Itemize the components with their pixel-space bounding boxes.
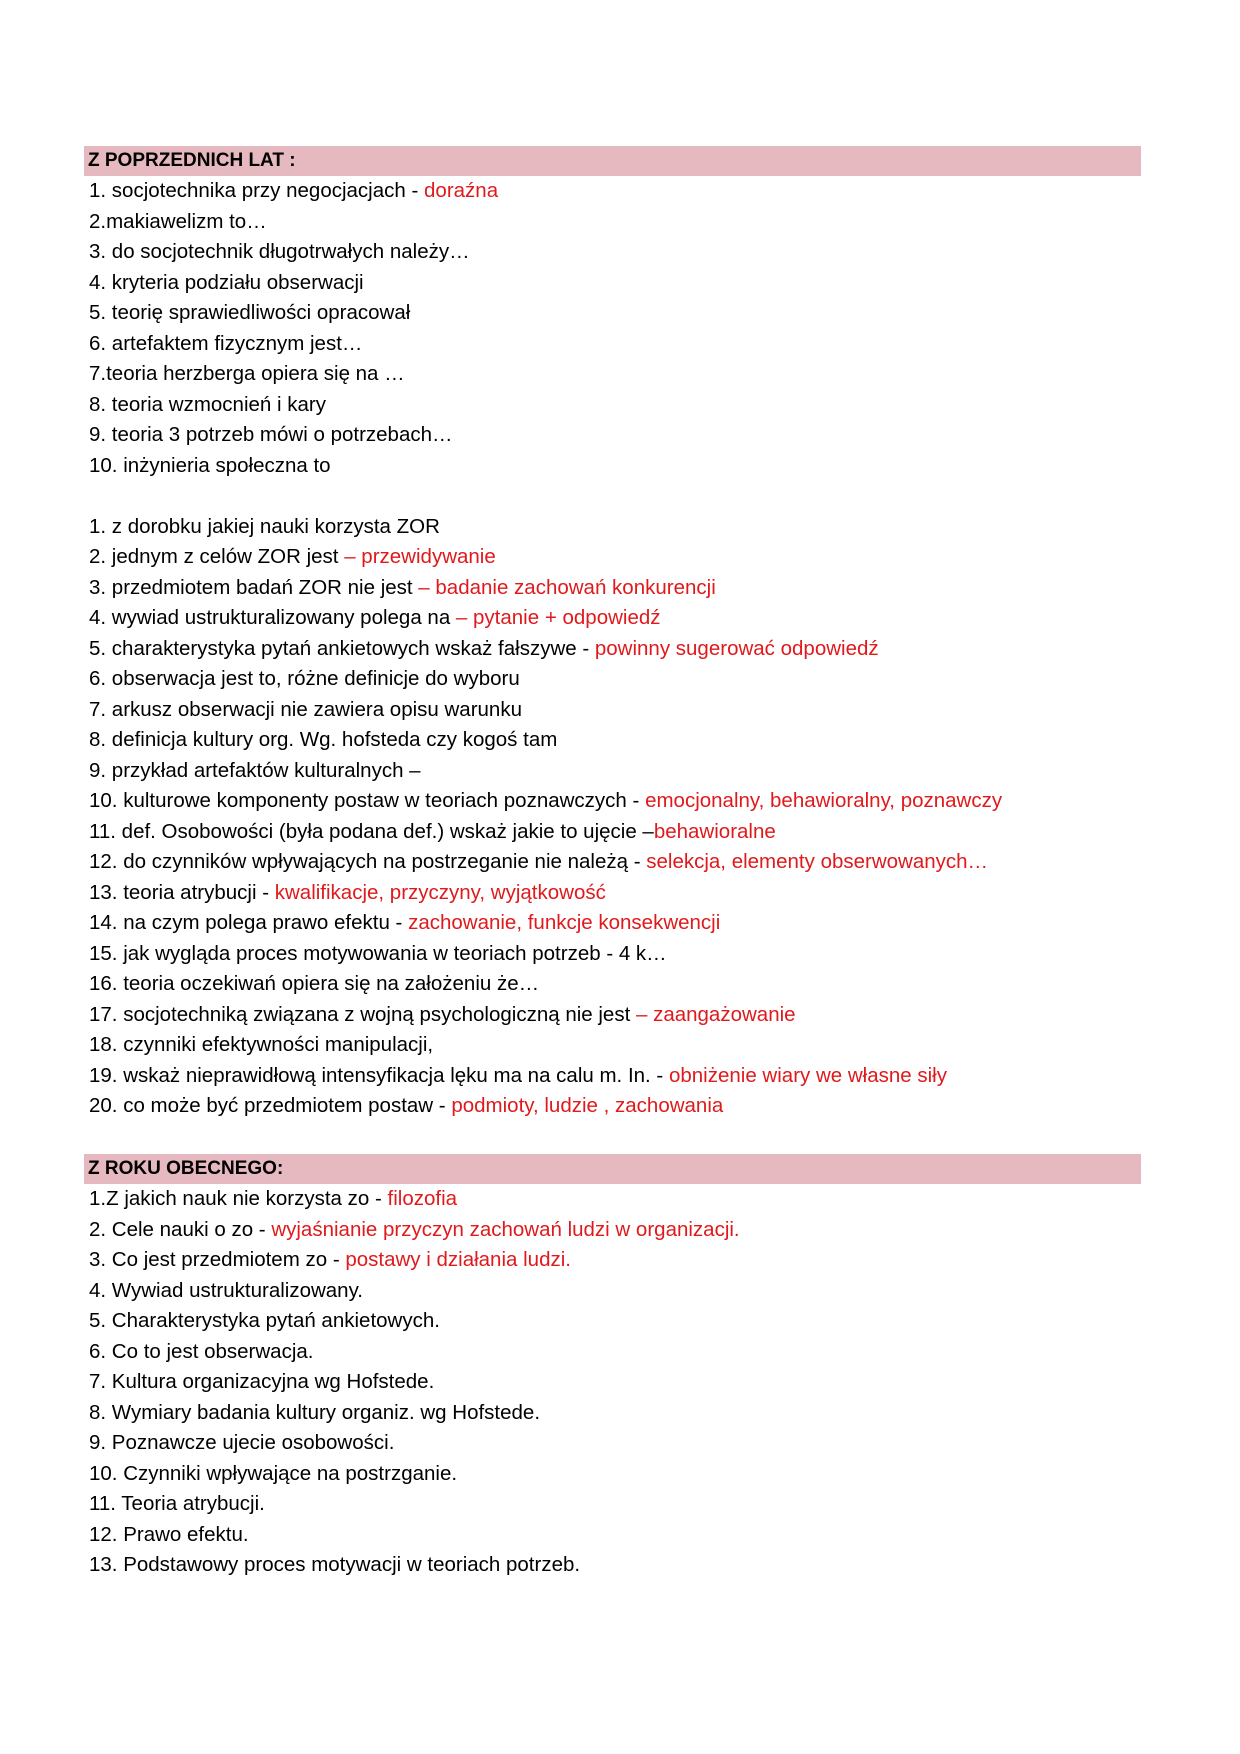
question-item: [89, 420, 1141, 451]
question-text: 4. Wywiad ustrukturalizowany.: [89, 1278, 364, 1302]
question-item: [89, 817, 1141, 848]
question-item: [89, 1520, 1141, 1551]
question-item: [89, 512, 1141, 543]
question-text: 10. kulturowe komponenty postaw w teoriach poznawczych -: [89, 789, 646, 812]
question-text: 14. na czym polega prawo efektu -: [89, 911, 409, 934]
question-text: 3. do socjotechnik długotrwałych należy…: [89, 240, 470, 263]
question-item: [89, 359, 1141, 390]
question-item: [89, 1184, 1141, 1215]
question-item: [89, 786, 1141, 817]
section-current-year: [84, 1154, 1141, 1581]
question-list-current: [84, 1184, 1141, 1581]
question-item: [89, 268, 1141, 299]
question-text: 3. przedmiotem badań ZOR nie jest: [89, 575, 419, 599]
section-previous-years: [84, 146, 1141, 1122]
question-text: 12. Prawo efektu.: [89, 1522, 249, 1546]
question-text: 5. charakterystyka pytań ankietowych wskaż fałszywe -: [89, 636, 595, 660]
question-item: [89, 939, 1141, 970]
question-item: [89, 176, 1141, 207]
question-text: 5. Charakterystyka pytań ankietowych.: [89, 1309, 440, 1332]
question-item: [89, 1428, 1141, 1459]
question-item: [89, 878, 1141, 909]
answer-text: wyjaśnianie przyczyn zachowań ludzi w organizacji.: [271, 1217, 740, 1241]
answer-text: selekcja, elementy obserwowanych…: [646, 850, 989, 873]
question-text: 4. wywiad ustrukturalizowany polega na: [89, 606, 456, 629]
answer-text: – pytanie + odpowiedź: [455, 606, 661, 629]
answer-text: podmioty, ludzie , zachowania: [451, 1094, 724, 1117]
answer-text: zachowanie, funkcje konsekwencji: [408, 911, 721, 934]
answer-text: emocjonalny, behawioralny, poznawczy: [645, 789, 1003, 812]
question-text: 1. socjotechnika przy negocjacjach -: [89, 179, 425, 202]
question-text: 11. def. Osobowości (była podana def.) wskaż jakie to ujęcie –: [89, 819, 654, 843]
question-item: [89, 847, 1141, 878]
answer-text: filozofia: [387, 1187, 458, 1210]
question-text: 10. inżynieria społeczna to: [89, 453, 331, 477]
section-heading: Z ROKU OBECNEGO:: [84, 1154, 1141, 1184]
answer-text: powinny sugerować odpowiedź: [594, 636, 879, 660]
question-text: 2. jednym z celów ZOR jest: [89, 545, 345, 568]
question-item: [89, 634, 1141, 665]
question-item: [89, 237, 1141, 268]
question-item: [89, 1030, 1141, 1061]
question-text: 8. Wymiary badania kultury organiz. wg Hofstede.: [89, 1400, 541, 1424]
question-text: 9. teoria 3 potrzeb mówi o potrzebach…: [89, 423, 453, 446]
question-text: 17. socjotechniką związana z wojną psychologiczną nie jest: [89, 1002, 636, 1026]
question-item: [89, 1337, 1141, 1368]
question-text: 16. teoria oczekiwań opiera się na założeniu że…: [89, 972, 540, 995]
answer-text: postawy i działania ludzi.: [345, 1248, 571, 1271]
question-text: 1. z dorobku jakiej nauki korzysta ZOR: [89, 514, 440, 538]
question-item: [89, 207, 1141, 238]
question-item: [89, 390, 1141, 421]
answer-text: kwalifikacje, przyczyny, wyjątkowość: [274, 880, 606, 904]
question-item: [89, 329, 1141, 360]
question-text: 6. obserwacja jest to, różne definicje do wyboru: [89, 667, 520, 690]
question-item: [89, 1091, 1141, 1122]
question-text: 8. teoria wzmocnień i kary: [89, 392, 326, 416]
question-text: 5. teorię sprawiedliwości opracował: [89, 301, 411, 324]
question-item: [89, 725, 1141, 756]
spacer: [84, 481, 1141, 512]
question-item: [89, 1459, 1141, 1490]
question-item: [89, 1061, 1141, 1092]
answer-text: – przewidywanie: [344, 545, 496, 568]
question-item: [89, 1215, 1141, 1246]
question-text: 13. teoria atrybucji -: [89, 880, 275, 904]
answer-text: – badanie zachowań konkurencji: [418, 575, 716, 599]
question-text: 7.teoria herzberga opiera się na …: [89, 362, 405, 385]
question-item: [89, 1245, 1141, 1276]
question-text: 10. Czynniki wpływające na postrzganie.: [89, 1461, 458, 1485]
question-item: [89, 1276, 1141, 1307]
question-item: [89, 603, 1141, 634]
question-item: [89, 1398, 1141, 1429]
question-text: 2.makiawelizm to…: [89, 209, 267, 233]
question-item: [89, 298, 1141, 329]
question-list-b: [84, 512, 1141, 1122]
question-text: 11. Teoria atrybucji.: [89, 1492, 265, 1515]
question-text: 7. arkusz obserwacji nie zawiera opisu warunku: [89, 697, 522, 721]
question-item: [89, 695, 1141, 726]
question-item: [89, 969, 1141, 1000]
question-item: [89, 451, 1141, 482]
question-item: [89, 908, 1141, 939]
question-text: 13. Podstawowy proces motywacji w teoriach potrzeb.: [89, 1553, 581, 1576]
question-item: [89, 664, 1141, 695]
question-text: 19. wskaż nieprawidłową intensyfikacja lęku ma na calu m. In. -: [89, 1063, 669, 1087]
answer-text: obniżenie wiary we własne siły: [668, 1063, 947, 1087]
question-text: 12. do czynników wpływających na postrzeganie nie należą -: [89, 850, 647, 873]
question-item: [89, 1306, 1141, 1337]
question-text: 18. czynniki efektywności manipulacji,: [89, 1033, 434, 1056]
question-text: 2. Cele nauki o zo -: [89, 1217, 272, 1241]
question-item: [89, 1489, 1141, 1520]
answer-text: – zaangażowanie: [635, 1002, 796, 1026]
answer-text: behawioralne: [653, 819, 776, 843]
question-text: 4. kryteria podziału obserwacji: [89, 270, 364, 294]
question-item: [89, 756, 1141, 787]
question-text: 7. Kultura organizacyjna wg Hofstede.: [89, 1370, 435, 1393]
question-text: 20. co może być przedmiotem postaw -: [89, 1094, 452, 1117]
question-item: [89, 542, 1141, 573]
question-text: 1.Z jakich nauk nie korzysta zo -: [89, 1187, 388, 1210]
question-text: 9. przykład artefaktów kulturalnych –: [89, 758, 421, 782]
question-text: 15. jak wygląda proces motywowania w teoriach potrzeb - 4 k…: [89, 941, 667, 965]
section-heading: Z POPRZEDNICH LAT :: [84, 146, 1141, 176]
question-item: [89, 1367, 1141, 1398]
answer-text: doraźna: [424, 179, 499, 202]
question-text: 8. definicja kultury org. Wg. hofsteda czy kogoś tam: [89, 728, 558, 751]
question-text: 3. Co jest przedmiotem zo -: [89, 1248, 346, 1271]
question-text: 6. Co to jest obserwacja.: [89, 1339, 314, 1363]
question-item: [89, 573, 1141, 604]
question-text: 9. Poznawcze ujecie osobowości.: [89, 1431, 395, 1454]
question-item: [89, 1000, 1141, 1031]
question-item: [89, 1550, 1141, 1581]
question-list-a: [84, 176, 1141, 481]
question-text: 6. artefaktem fizycznym jest…: [89, 331, 363, 355]
